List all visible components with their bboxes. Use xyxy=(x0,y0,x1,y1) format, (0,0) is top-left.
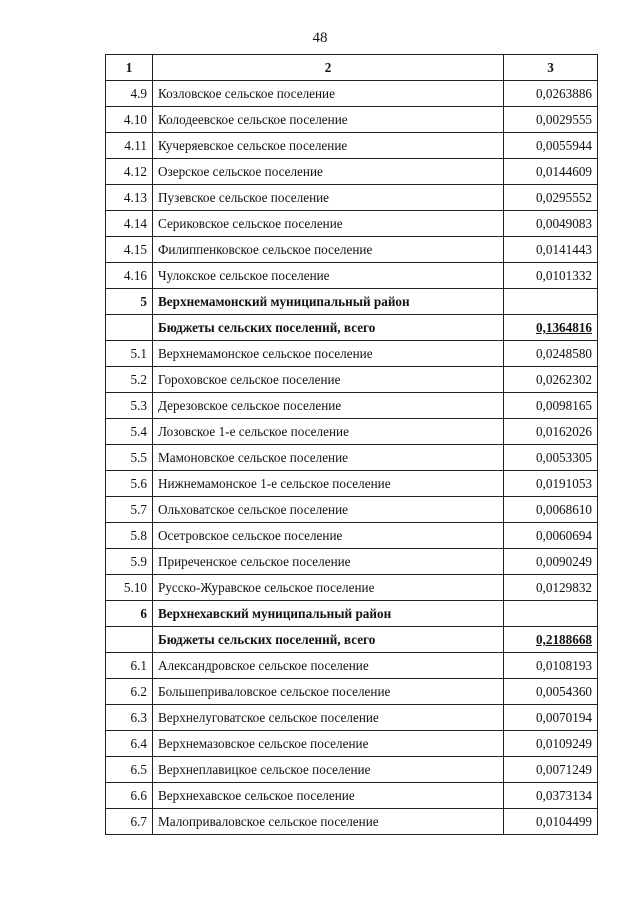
share-value: 0,0104499 xyxy=(504,809,598,835)
page-number: 48 xyxy=(312,30,328,46)
row-number: 6.4 xyxy=(106,731,153,757)
share-value: 0,0054360 xyxy=(504,679,598,705)
row-number: 5.1 xyxy=(106,341,153,367)
row-number: 6.7 xyxy=(106,809,153,835)
row-number: 6.6 xyxy=(106,783,153,809)
share-value: 0,0053305 xyxy=(504,445,598,471)
settlement-name: Приреченское сельское поселение xyxy=(153,549,504,575)
table-row xyxy=(106,549,598,575)
settlement-name: Чулокское сельское поселение xyxy=(153,263,504,289)
table-row xyxy=(106,185,598,211)
row-number: 4.14 xyxy=(106,211,153,237)
table-row xyxy=(106,705,598,731)
table-row xyxy=(106,237,598,263)
share-value: 0,0129832 xyxy=(504,575,598,601)
row-number xyxy=(106,315,153,341)
row-number: 6.5 xyxy=(106,757,153,783)
table-row xyxy=(106,731,598,757)
share-value: 0,0141443 xyxy=(504,237,598,263)
settlement-name: Дерезовское сельское поселение xyxy=(153,393,504,419)
row-number: 5 xyxy=(106,289,153,315)
settlement-name: Верхнемазовское сельское поселение xyxy=(153,731,504,757)
settlement-name: Нижнемамонское 1-е сельское поселение xyxy=(153,471,504,497)
settlement-name: Верхнемамонский муниципальный район xyxy=(153,289,504,315)
row-number: 6.1 xyxy=(106,653,153,679)
share-value: 0,0090249 xyxy=(504,549,598,575)
share-value: 0,0060694 xyxy=(504,523,598,549)
table-row xyxy=(106,523,598,549)
row-number: 4.15 xyxy=(106,237,153,263)
row-number: 5.3 xyxy=(106,393,153,419)
table-row xyxy=(106,575,598,601)
settlement-name: Верхнемамонское сельское поселение xyxy=(153,341,504,367)
district-row xyxy=(106,289,598,315)
share-value: 0,0049083 xyxy=(504,211,598,237)
share-value: 0,0295552 xyxy=(504,185,598,211)
row-number: 5.8 xyxy=(106,523,153,549)
table-row xyxy=(106,211,598,237)
table-row xyxy=(106,367,598,393)
table-row xyxy=(106,783,598,809)
row-number: 6.3 xyxy=(106,705,153,731)
share-value: 0,0191053 xyxy=(504,471,598,497)
table-row xyxy=(106,133,598,159)
settlement-name: Осетровское сельское поселение xyxy=(153,523,504,549)
share-value: 0,0108193 xyxy=(504,653,598,679)
row-number: 4.9 xyxy=(106,81,153,107)
row-number: 4.11 xyxy=(106,133,153,159)
share-value: 0,2188668 xyxy=(504,627,598,653)
settlement-name: Пузевское сельское поселение xyxy=(153,185,504,211)
table-header-row xyxy=(106,55,598,81)
total-row xyxy=(106,627,598,653)
row-number: 4.10 xyxy=(106,107,153,133)
row-number: 4.16 xyxy=(106,263,153,289)
share-value: 0,0248580 xyxy=(504,341,598,367)
share-value: 0,0071249 xyxy=(504,757,598,783)
settlement-name: Гороховское сельское поселение xyxy=(153,367,504,393)
row-number: 4.13 xyxy=(106,185,153,211)
table-row xyxy=(106,81,598,107)
settlement-name: Малоприваловское сельское поселение xyxy=(153,809,504,835)
table-row xyxy=(106,679,598,705)
row-number: 5.2 xyxy=(106,367,153,393)
row-number: 5.9 xyxy=(106,549,153,575)
row-number: 6 xyxy=(106,601,153,627)
settlement-name: Филиппенковское сельское поселение xyxy=(153,237,504,263)
row-number: 5.6 xyxy=(106,471,153,497)
settlement-name: Лозовское 1-е сельское поселение xyxy=(153,419,504,445)
settlement-name: Сериковское сельское поселение xyxy=(153,211,504,237)
share-value: 0,0101332 xyxy=(504,263,598,289)
row-number: 5.5 xyxy=(106,445,153,471)
share-value: 0,0068610 xyxy=(504,497,598,523)
settlement-name: Александровское сельское поселение xyxy=(153,653,504,679)
settlement-name: Бюджеты сельских поселений, всего xyxy=(153,315,504,341)
share-value xyxy=(504,289,598,315)
settlement-name: Озерское сельское поселение xyxy=(153,159,504,185)
share-value: 0,0144609 xyxy=(504,159,598,185)
district-row xyxy=(106,601,598,627)
settlement-name: Верхнехавский муниципальный район xyxy=(153,601,504,627)
row-number: 4.12 xyxy=(106,159,153,185)
row-number: 5.10 xyxy=(106,575,153,601)
share-value: 0,0162026 xyxy=(504,419,598,445)
share-value: 0,0098165 xyxy=(504,393,598,419)
table-row xyxy=(106,445,598,471)
table-row xyxy=(106,497,598,523)
settlement-name: Колодеевское сельское поселение xyxy=(153,107,504,133)
row-number: 5.7 xyxy=(106,497,153,523)
share-value: 0,1364816 xyxy=(504,315,598,341)
table-row xyxy=(106,393,598,419)
row-number xyxy=(106,627,153,653)
settlement-name: Козловское сельское поселение xyxy=(153,81,504,107)
settlement-name: Верхнеплавицкое сельское поселение xyxy=(153,757,504,783)
settlement-name: Кучеряевское сельское поселение xyxy=(153,133,504,159)
settlement-name: Мамоновское сельское поселение xyxy=(153,445,504,471)
total-row xyxy=(106,315,598,341)
row-number: 5.4 xyxy=(106,419,153,445)
table-row xyxy=(106,653,598,679)
table-row xyxy=(106,757,598,783)
settlement-name: Ольховатское сельское поселение xyxy=(153,497,504,523)
settlement-name: Верхнелуговатское сельское поселение xyxy=(153,705,504,731)
share-value: 0,0373134 xyxy=(504,783,598,809)
table-row xyxy=(106,809,598,835)
share-value: 0,0263886 xyxy=(504,81,598,107)
settlement-name: Русско-Журавское сельское поселение xyxy=(153,575,504,601)
table-row xyxy=(106,159,598,185)
settlement-name: Верхнехавское сельское поселение xyxy=(153,783,504,809)
share-value: 0,0029555 xyxy=(504,107,598,133)
column-header-name: 2 xyxy=(153,55,504,81)
share-value xyxy=(504,601,598,627)
table-row xyxy=(106,107,598,133)
column-header-number: 1 xyxy=(106,55,153,81)
table-row xyxy=(106,419,598,445)
settlement-name: Бюджеты сельских поселений, всего xyxy=(153,627,504,653)
share-value: 0,0070194 xyxy=(504,705,598,731)
settlement-name: Большеприваловское сельское поселение xyxy=(153,679,504,705)
row-number: 6.2 xyxy=(106,679,153,705)
share-value: 0,0055944 xyxy=(504,133,598,159)
table-row xyxy=(106,263,598,289)
table-body xyxy=(106,81,598,835)
column-header-value: 3 xyxy=(504,55,598,81)
share-value: 0,0109249 xyxy=(504,731,598,757)
table-row xyxy=(106,341,598,367)
share-value: 0,0262302 xyxy=(504,367,598,393)
table-row xyxy=(106,471,598,497)
budget-distribution-table xyxy=(105,54,598,835)
